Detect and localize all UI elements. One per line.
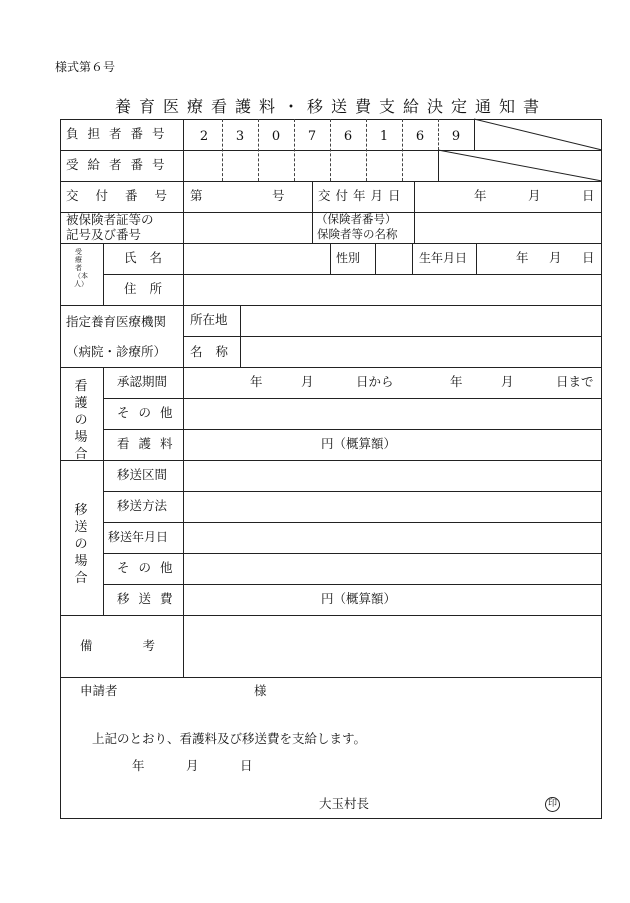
column-divider xyxy=(183,305,184,367)
transport-other-label: その他 xyxy=(117,560,182,575)
period-from-year: 年 xyxy=(250,374,263,389)
payer-digit-1: 2 xyxy=(199,129,209,144)
row-divider xyxy=(103,584,602,585)
column-divider xyxy=(312,181,313,243)
row-divider xyxy=(103,553,602,554)
payment-statement: 上記のとおり、看護料及び移送費を支給します。 xyxy=(92,731,367,746)
column-divider xyxy=(414,181,415,243)
issue-number-prefix: 第 xyxy=(190,188,203,203)
issue-date-day: 日 xyxy=(582,188,595,203)
column-divider xyxy=(375,243,376,274)
row-divider xyxy=(103,274,602,275)
institution-label-line2: （病院・診療所） xyxy=(66,344,167,359)
transport-date-label: 移送年月日 xyxy=(108,530,169,544)
column-divider xyxy=(474,119,475,150)
birth-day: 日 xyxy=(582,250,595,265)
payer-digit-4: 7 xyxy=(307,129,317,144)
transport-fee-unit: 円（概算額） xyxy=(321,591,397,606)
issue-date-label: 交付年月日 xyxy=(318,188,406,203)
institution-name-label: 名称 xyxy=(190,344,242,359)
issuer-name: 大玉村長 xyxy=(319,796,370,811)
address-label: 住所 xyxy=(124,281,176,296)
row-divider xyxy=(103,398,602,399)
nursing-section-label: 看護の場合 xyxy=(74,379,88,462)
period-to-day: 日まで xyxy=(556,374,594,389)
payer-digit-7: 6 xyxy=(415,129,425,144)
row-divider xyxy=(60,615,602,616)
form-number: 様式第６号 xyxy=(55,60,116,74)
column-divider xyxy=(412,243,413,274)
row-divider xyxy=(103,429,602,430)
applicant-label: 申請者 xyxy=(80,683,118,698)
period-to-month: 月 xyxy=(501,374,514,389)
payer-digit-3: 0 xyxy=(271,129,281,144)
column-divider xyxy=(476,243,477,274)
transport-section-label-cell: 移送区間 xyxy=(117,467,168,482)
row-divider xyxy=(60,243,602,244)
period-to-year: 年 xyxy=(450,374,463,389)
payer-number-label: 負担者番号 xyxy=(66,126,174,141)
payer-digit-5: 6 xyxy=(343,129,353,144)
insurer-name-label: 保険者等の名称 xyxy=(317,227,398,241)
nursing-fee-label: 看護料 xyxy=(117,436,182,451)
column-divider xyxy=(183,367,184,677)
issue-date-year: 年 xyxy=(474,188,487,203)
payer-digit-6: 1 xyxy=(379,129,389,144)
notice-date-year: 年 xyxy=(132,758,145,773)
period-from-day: 日から xyxy=(356,374,394,389)
nursing-fee-unit: 円（概算額） xyxy=(321,436,397,451)
row-divider xyxy=(103,522,602,523)
nursing-other-label: その他 xyxy=(117,405,182,420)
row-divider xyxy=(60,677,602,678)
birth-year: 年 xyxy=(516,250,529,265)
column-divider xyxy=(438,150,439,181)
recipient-number-label: 受給者番号 xyxy=(66,157,174,172)
row-divider xyxy=(183,336,602,337)
notice-date-day: 日 xyxy=(240,758,253,773)
column-divider xyxy=(103,243,104,305)
insurer-number-label: （保険者番号） xyxy=(316,212,397,226)
notice-date-month: 月 xyxy=(186,758,199,773)
period-from-month: 月 xyxy=(301,374,314,389)
institution-location-label: 所在地 xyxy=(190,312,228,327)
issue-date-month: 月 xyxy=(528,188,541,203)
approval-period-label: 承認期間 xyxy=(117,374,168,389)
payer-digit-2: 3 xyxy=(235,129,245,144)
patient-side-label: 受療者（本人） xyxy=(74,248,88,288)
insured-label-line2: 記号及び番号 xyxy=(66,227,142,242)
row-divider xyxy=(103,491,602,492)
row-divider xyxy=(60,181,602,182)
seal-mark: 印 xyxy=(545,797,560,812)
patient-name-label: 氏名 xyxy=(124,250,176,265)
institution-label-line1: 指定養育医療機関 xyxy=(66,314,167,329)
row-divider xyxy=(60,460,602,461)
issue-number-suffix: 号 xyxy=(272,188,285,203)
payer-digit-8: 9 xyxy=(451,129,461,144)
insured-label-line1: 被保険者証等の xyxy=(66,212,154,227)
birth-date-label: 生年月日 xyxy=(419,251,468,265)
transport-fee-label: 移送費 xyxy=(117,591,182,606)
row-divider xyxy=(60,367,602,368)
transport-method-label: 移送方法 xyxy=(117,498,168,513)
document-title: 養育医療看護料・移送費支給決定通知書 xyxy=(114,97,547,116)
birth-month: 月 xyxy=(549,250,562,265)
remarks-label: 備考 xyxy=(80,638,206,653)
column-divider xyxy=(330,243,331,274)
column-divider xyxy=(103,367,104,615)
column-divider xyxy=(183,119,184,305)
row-divider xyxy=(60,150,602,151)
sex-label: 性別 xyxy=(336,251,361,265)
row-divider xyxy=(60,305,602,306)
issue-number-label: 交付番号 xyxy=(66,188,185,203)
transport-section-label: 移送の場合 xyxy=(74,503,88,586)
applicant-honorific: 様 xyxy=(254,683,267,698)
